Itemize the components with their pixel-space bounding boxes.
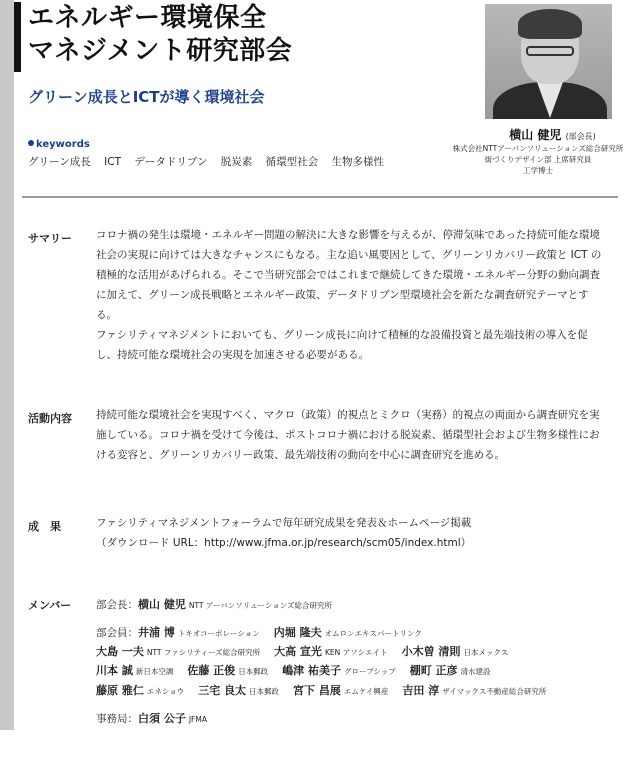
- title-accent-bar: [14, 2, 21, 72]
- member-name: 川本 誠: [96, 664, 133, 677]
- keyword-item: 循環型社会: [265, 156, 319, 168]
- member-org: 日本郵政: [249, 687, 280, 696]
- keywords-label: keywords: [28, 139, 90, 150]
- activity-body: 持続可能な環境社会を実現すべく、マクロ（政策）的視点とミクロ（実務）的視点の両面から調査研究を実施している。コロナ禍を受けて今後は、ポストコロナ禍における脱炭素、循環型社会および生物多様性における変容と、グリーンリカバリー政策、最先端技術の動向を中心に調査研究を進める。: [96, 409, 600, 461]
- keywords-list: [28, 154, 394, 169]
- results-body: [96, 513, 604, 553]
- member-name: 大高 宣光: [274, 645, 322, 658]
- member-org: JFMA: [188, 715, 207, 724]
- member-org: KEN アソシエイト: [324, 648, 388, 657]
- bullet-icon: [28, 140, 34, 146]
- member-row: [96, 682, 560, 698]
- keyword-item: データドリブン: [134, 156, 208, 168]
- member-office-row: 事務局：白須 公子 JFMA: [96, 712, 207, 725]
- title-line-1: エネルギー環境保全: [28, 3, 267, 33]
- summary-paragraph-2: ファシリティマネジメントにおいても、グリーン成長に向けて積極的な設備投資と最先端技術の導入を促し、持続可能な環境社会の実現を加速させる必要がある。: [96, 329, 588, 361]
- member-org: NTT アーバンソリューションズ総合研究所: [188, 601, 333, 610]
- members-label: メンバー: [28, 599, 72, 612]
- keyword-item: ICT: [104, 156, 121, 168]
- member-name: 井浦 博: [138, 626, 175, 639]
- member-org: ザイマックス不動産総合研究所: [442, 687, 547, 696]
- member-chair-row: 部会長：横山 健児 NTT アーバンソリューションズ総合研究所: [96, 598, 333, 611]
- page-subtitle: グリーン成長とICTが導く環境社会: [28, 88, 265, 106]
- keyword-item: 脱炭素: [220, 156, 253, 168]
- member-org: 新日本空調: [135, 667, 174, 676]
- results-label: 成 果: [28, 520, 61, 533]
- results-line-1: ファシリティマネジメントフォーラムで毎年研究成果を発表＆ホームページ掲載: [96, 517, 472, 529]
- member-org: オムロンエキスパートリンク: [324, 629, 422, 638]
- profile-affiliation: 株式会社NTTアーバンソリューションズ総合研究所 街づくりデザイン部 上席研究員 工学博士: [452, 144, 624, 175]
- keyword-item: グリーン成長: [28, 156, 91, 168]
- member-name: 内堀 隆夫: [273, 626, 322, 639]
- member-org: エムケイ興産: [343, 687, 389, 696]
- member-name: 宮下 昌展: [293, 684, 341, 697]
- summary-paragraph-1: コロナ禍の発生は環境・エネルギー問題の解決に大きな影響を与えるが、停滞気味であった持続可能な環境社会の実現に向けては大きなチャンスにもなる。主な追い風要因として、グリーンリカバリー政策と ICT の積極的な活用があげられる。そこで当研究部会ではこれまで継続してきた環境・エネルギー分野の動向調査に加えて、グリーン成長戦略とエネルギー政策、データドリブン型環境社会を新たな調査研究テーマとする。: [96, 229, 602, 321]
- member-name: 小木曽 清則: [401, 645, 461, 658]
- member-name: 大島 一夫: [96, 645, 144, 658]
- member-row: [96, 643, 522, 659]
- member-org: 日本メックス: [463, 648, 509, 657]
- member-name: 吉田 淳: [402, 684, 440, 697]
- member-row: 部会員：井浦 博 トキオコーポレーション 内堀 隆夫 オムロンエキスパートリンク: [96, 626, 422, 639]
- member-org: グローブシップ: [344, 667, 396, 676]
- member-row: [96, 662, 505, 678]
- left-margin-rule: [0, 0, 14, 730]
- member-name: 横山 健児: [138, 598, 186, 611]
- summary-label: サマリー: [28, 232, 72, 245]
- member-org: 日本郵政: [238, 667, 269, 676]
- page-title: [28, 2, 292, 68]
- section-divider: [22, 196, 618, 198]
- member-org: エネショウ: [146, 687, 185, 696]
- summary-body: [96, 225, 604, 365]
- keyword-item: 生物多様性: [331, 156, 384, 168]
- member-org: NTT ファシリティーズ総合研究所: [146, 648, 261, 657]
- member-name: 嶋津 祐美子: [282, 664, 342, 677]
- profile-name: 横山 健児 (部会長): [509, 128, 596, 142]
- member-name: 藤原 雅仁: [96, 684, 144, 697]
- member-org: 清水建設: [460, 667, 491, 676]
- title-line-2: マネジメント研究部会: [28, 36, 293, 66]
- profile-role: (部会長): [565, 132, 596, 141]
- member-name: 棚町 正彦: [409, 664, 458, 677]
- member-name: 白須 公子: [138, 712, 186, 725]
- activity-label: 活動内容: [28, 412, 72, 425]
- member-name: 佐藤 正俊: [187, 664, 236, 677]
- results-download-url: （ダウンロード URL：http://www.jfma.or.jp/research/scm05/index.html）: [96, 537, 472, 549]
- profile-photo: [485, 4, 612, 119]
- member-name: 三宅 良太: [198, 684, 247, 697]
- member-org: トキオコーポレーション: [177, 629, 260, 638]
